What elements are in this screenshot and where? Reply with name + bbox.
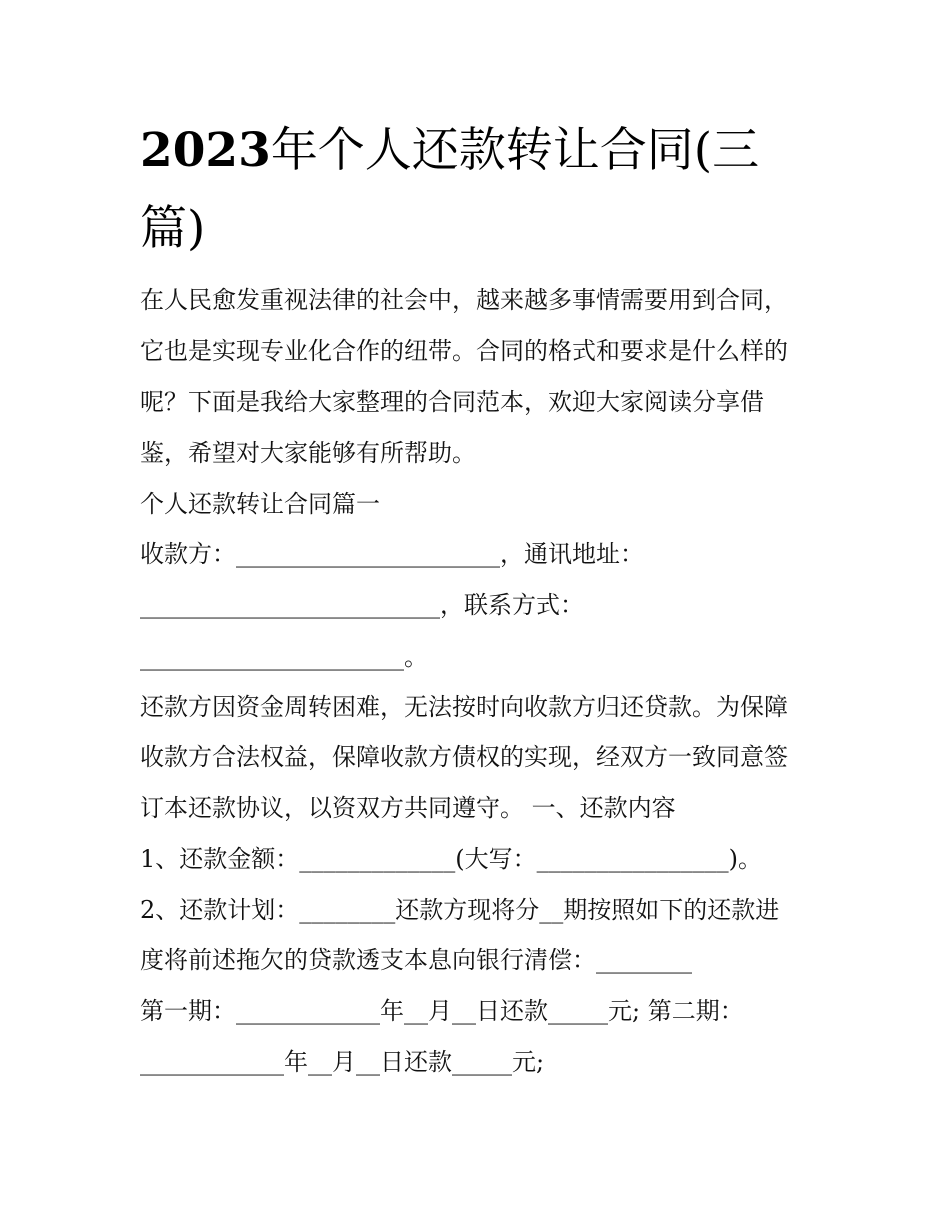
title-text-line1: 年个人还款转让合同(三 (270, 123, 760, 178)
intro-line-4: 鉴，希望对大家能够有所帮助。 (140, 439, 476, 467)
body-line-3: 订本还款协议，以资双方共同遵守。 一、还款内容 (140, 794, 676, 822)
intro-line-1: 在人民愈发重视法律的社会中，越来越多事情需要用到合同， (140, 286, 788, 314)
contact-line: ______________________。 (140, 643, 428, 671)
clause-amount: 1、还款金额：_____________(大写：________________)。 (140, 845, 762, 873)
address-line: _________________________，联系方式： (140, 591, 584, 619)
body-line-2: 收款方合法权益，保障收款方债权的实现，经双方一致同意签 (140, 743, 788, 771)
title-text-line2: 篇) (140, 201, 206, 256)
intro-line-2: 它也是实现专业化合作的纽带。合同的格式和要求是什么样的 (140, 337, 788, 365)
clause-period-1: 第一期：____________年__月__日还款_____元; 第二期： (140, 997, 744, 1025)
intro-line-3: 呢？下面是我给大家整理的合同范本，欢迎大家阅读分享借 (140, 388, 764, 416)
body-line-1: 还款方因资金周转困难，无法按时向收款方归还贷款。为保障 (140, 693, 788, 721)
clause-period-2: ____________年__月__日还款_____元; (140, 1048, 545, 1076)
title-year: 2023 (140, 123, 271, 178)
payee-line: 收款方：______________________，通讯地址： (140, 540, 644, 568)
clause-plan: 2、还款计划：________还款方现将分__期按照如下的还款进 (140, 896, 780, 924)
section-heading: 个人还款转让合同篇一 (140, 490, 380, 518)
document-title (140, 112, 820, 268)
clause-plan-continued: 度将前述拖欠的贷款透支本息向银行清偿：________ (140, 946, 692, 974)
